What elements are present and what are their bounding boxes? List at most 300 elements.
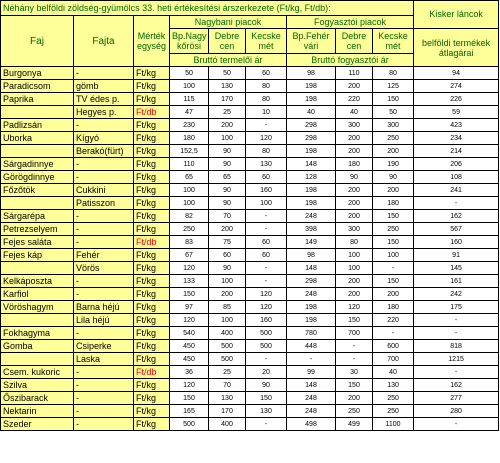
value-cell: 98	[287, 67, 336, 80]
unit-cell: Ft/kg	[134, 379, 170, 392]
fajta-cell: Patisszon	[74, 197, 134, 210]
value-cell: 60	[246, 171, 287, 184]
value-cell: 150	[373, 275, 414, 288]
faj-cell: Főzőtök	[1, 184, 74, 197]
value-cell: 90	[209, 262, 246, 275]
value-cell: 700	[373, 353, 414, 366]
unit-cell: Ft/kg	[134, 197, 170, 210]
value-cell: -	[373, 327, 414, 340]
faj-cell: Padlizsán	[1, 119, 74, 132]
value-cell: 567	[414, 223, 499, 236]
value-cell: 200	[336, 210, 373, 223]
fajta-cell: -	[74, 67, 134, 80]
faj-cell: Nektarin	[1, 405, 74, 418]
value-cell: 206	[414, 158, 499, 171]
value-cell: 40	[373, 366, 414, 379]
unit-cell: Ft/kg	[134, 392, 170, 405]
value-cell: 59	[414, 106, 499, 119]
unit-cell: Ft/db	[134, 236, 170, 249]
value-cell: 600	[373, 340, 414, 353]
value-cell: 40	[336, 106, 373, 119]
value-cell: 499	[336, 418, 373, 431]
value-cell: 70	[209, 210, 246, 223]
value-cell: 200	[336, 132, 373, 145]
value-cell: 277	[414, 392, 499, 405]
value-cell: 110	[170, 158, 209, 171]
value-cell: 200	[336, 197, 373, 210]
value-cell: 160	[246, 314, 287, 327]
value-cell: 175	[414, 301, 499, 314]
value-cell: 97	[170, 301, 209, 314]
table-row	[1, 119, 499, 132]
unit-cell: Ft/kg	[134, 353, 170, 366]
value-cell: 108	[414, 171, 499, 184]
value-cell: 1215	[414, 353, 499, 366]
faj-cell: Burgonya	[1, 67, 74, 80]
value-cell: 36	[170, 366, 209, 379]
faj-cell: Sárgarépa	[1, 210, 74, 223]
value-cell: 818	[414, 340, 499, 353]
fogyasztoi-header: Fogyasztói piacok	[287, 16, 414, 29]
bp-feherv-header: Bp.Fehér vári	[287, 29, 336, 54]
unit-cell: Ft/kg	[134, 418, 170, 431]
brutto-termeloi-header: Bruttó termelői ár	[170, 54, 287, 67]
fajta-cell: Cukkini	[74, 184, 134, 197]
value-cell: 500	[170, 418, 209, 431]
value-cell: 180	[373, 197, 414, 210]
value-cell: 700	[336, 327, 373, 340]
value-cell: 67	[170, 249, 209, 262]
unit-cell: Ft/kg	[134, 93, 170, 106]
value-cell: -	[373, 262, 414, 275]
value-cell: 162	[414, 210, 499, 223]
value-cell: 500	[246, 327, 287, 340]
value-cell: 160	[414, 236, 499, 249]
value-cell: 150	[336, 379, 373, 392]
value-cell: 75	[209, 236, 246, 249]
fajta-cell: -	[74, 275, 134, 288]
value-cell: 198	[287, 314, 336, 327]
table-row	[1, 236, 499, 249]
value-cell: 274	[414, 80, 499, 93]
value-cell: 50	[209, 67, 246, 80]
value-cell: 400	[209, 418, 246, 431]
value-cell: 250	[373, 132, 414, 145]
value-cell: 120	[170, 379, 209, 392]
faj-cell: Fejes saláta	[1, 236, 74, 249]
value-cell: 298	[287, 119, 336, 132]
value-cell: 100	[209, 132, 246, 145]
value-cell: 248	[287, 288, 336, 301]
value-cell: 150	[373, 236, 414, 249]
table-row	[1, 418, 499, 431]
value-cell: 150	[170, 392, 209, 405]
value-cell: 200	[373, 184, 414, 197]
value-cell: 160	[246, 184, 287, 197]
value-cell: 200	[336, 392, 373, 405]
value-cell: 780	[287, 327, 336, 340]
value-cell: 500	[209, 353, 246, 366]
value-cell: 180	[373, 301, 414, 314]
faj-cell: Csem. kukoric	[1, 366, 74, 379]
value-cell: 100	[170, 184, 209, 197]
table-body	[1, 67, 499, 431]
faj-cell: Karfiol	[1, 288, 74, 301]
value-cell: 90	[246, 379, 287, 392]
table-row	[1, 366, 499, 379]
value-cell: 423	[414, 119, 499, 132]
value-cell: 60	[246, 67, 287, 80]
unit-cell: Ft/db	[134, 106, 170, 119]
table-row	[1, 301, 499, 314]
table-row	[1, 353, 499, 366]
value-cell: 60	[246, 236, 287, 249]
faj-cell: Szilva	[1, 379, 74, 392]
fajta-cell: -	[74, 210, 134, 223]
table-row	[1, 392, 499, 405]
faj-cell: Szeder	[1, 418, 74, 431]
value-cell: 198	[287, 301, 336, 314]
value-cell: 250	[373, 405, 414, 418]
value-cell: 60	[209, 249, 246, 262]
value-cell: 65	[170, 171, 209, 184]
value-cell: -	[246, 223, 287, 236]
value-cell: 398	[287, 223, 336, 236]
fajta-cell: Laska	[74, 353, 134, 366]
faj-cell: Fejes káp	[1, 249, 74, 262]
fajta-cell: -	[74, 236, 134, 249]
table-row	[1, 288, 499, 301]
fajta-cell: -	[74, 158, 134, 171]
value-cell: 90	[373, 171, 414, 184]
value-cell: -	[414, 418, 499, 431]
fajta-cell: -	[74, 223, 134, 236]
value-cell: 100	[209, 314, 246, 327]
value-cell: 100	[336, 262, 373, 275]
value-cell: -	[336, 340, 373, 353]
value-cell: -	[246, 210, 287, 223]
unit-cell: Ft/kg	[134, 327, 170, 340]
brutto-fogyasztoi-header: Bruttó fogyasztói ár	[287, 54, 414, 67]
table-row	[1, 145, 499, 158]
unit-cell: Ft/kg	[134, 275, 170, 288]
value-cell: 248	[287, 405, 336, 418]
table-row	[1, 405, 499, 418]
value-cell: 200	[209, 223, 246, 236]
faj-cell: Uborka	[1, 132, 74, 145]
table-row	[1, 340, 499, 353]
table-row	[1, 184, 499, 197]
value-cell: 128	[287, 171, 336, 184]
faj-cell: Paradicsom	[1, 80, 74, 93]
fajta-cell: TV édes p.	[74, 93, 134, 106]
value-cell: 226	[414, 93, 499, 106]
value-cell: 300	[336, 223, 373, 236]
value-cell: 148	[287, 379, 336, 392]
value-cell: 161	[414, 275, 499, 288]
value-cell: 120	[246, 301, 287, 314]
value-cell: 100	[373, 249, 414, 262]
value-cell: 250	[336, 405, 373, 418]
value-cell: 94	[414, 67, 499, 80]
title-row	[1, 1, 499, 16]
unit-cell: Ft/kg	[134, 80, 170, 93]
value-cell: 10	[246, 106, 287, 119]
value-cell: 65	[209, 171, 246, 184]
unit-cell: Ft/kg	[134, 210, 170, 223]
fajta-cell: Hegyes p.	[74, 106, 134, 119]
value-cell: 214	[414, 145, 499, 158]
faj-cell	[1, 262, 74, 275]
value-cell: 148	[287, 262, 336, 275]
fajta-cell: Csiperke	[74, 340, 134, 353]
value-cell: 120	[246, 132, 287, 145]
faj-cell	[1, 106, 74, 119]
value-cell: 150	[373, 93, 414, 106]
value-cell: 70	[209, 379, 246, 392]
value-cell: 100	[209, 275, 246, 288]
kecskemet2-header: Kecske mét	[373, 29, 414, 54]
value-cell: 125	[373, 80, 414, 93]
value-cell: 25	[209, 106, 246, 119]
table-row	[1, 93, 499, 106]
table-row	[1, 197, 499, 210]
value-cell: 130	[246, 405, 287, 418]
value-cell: 80	[373, 67, 414, 80]
faj-cell	[1, 197, 74, 210]
value-cell: 200	[373, 145, 414, 158]
fajta-header: Fajta	[74, 16, 134, 67]
value-cell: 220	[336, 93, 373, 106]
faj-cell: Paprika	[1, 93, 74, 106]
faj-cell	[1, 145, 74, 158]
value-cell: 98	[287, 249, 336, 262]
table-row	[1, 275, 499, 288]
value-cell: 200	[336, 80, 373, 93]
value-cell: -	[287, 353, 336, 366]
value-cell: 47	[170, 106, 209, 119]
value-cell: 248	[287, 210, 336, 223]
unit-cell: Ft/kg	[134, 405, 170, 418]
fajta-cell: -	[74, 171, 134, 184]
faj-cell	[1, 314, 74, 327]
value-cell: 298	[287, 132, 336, 145]
fajta-cell: gömb	[74, 80, 134, 93]
value-cell: 83	[170, 236, 209, 249]
value-cell: 30	[336, 366, 373, 379]
table-row	[1, 132, 499, 145]
value-cell: 91	[414, 249, 499, 262]
value-cell: 180	[336, 158, 373, 171]
faj-cell: Őszibarack	[1, 392, 74, 405]
value-cell: 150	[246, 392, 287, 405]
value-cell: 150	[373, 210, 414, 223]
value-cell: 90	[209, 145, 246, 158]
bp-nagykorosi-header: Bp.Nagy kőrösi	[170, 29, 209, 54]
value-cell: 130	[209, 392, 246, 405]
unit-header: Mérték egység	[134, 16, 170, 67]
value-cell: 80	[336, 236, 373, 249]
table-row	[1, 314, 499, 327]
value-cell: 200	[336, 288, 373, 301]
value-cell: 133	[170, 275, 209, 288]
value-cell: 152,5	[170, 145, 209, 158]
value-cell: 242	[414, 288, 499, 301]
value-cell: 300	[373, 119, 414, 132]
unit-cell: Ft/kg	[134, 171, 170, 184]
value-cell: 130	[209, 80, 246, 93]
table-row	[1, 262, 499, 275]
value-cell: 100	[170, 197, 209, 210]
kisker-sub-header: belföldi termékek átlagárai	[414, 29, 499, 67]
value-cell: 200	[336, 184, 373, 197]
kecskemet-header: Kecske mét	[246, 29, 287, 54]
table-row	[1, 210, 499, 223]
value-cell: 1100	[373, 418, 414, 431]
table-title: Néhány belföldi zöldség-gyümölcs 33. heti értékesítési árszerkezete (Ft/kg, Ft/db):	[1, 1, 414, 16]
value-cell: -	[336, 353, 373, 366]
table-row	[1, 249, 499, 262]
value-cell: 220	[373, 314, 414, 327]
faj-cell: Sárgadinnye	[1, 158, 74, 171]
value-cell: 130	[246, 158, 287, 171]
value-cell: 190	[373, 158, 414, 171]
value-cell: 450	[170, 353, 209, 366]
value-cell: 234	[414, 132, 499, 145]
table-row	[1, 67, 499, 80]
unit-cell: Ft/db	[134, 366, 170, 379]
value-cell: 200	[336, 275, 373, 288]
value-cell: -	[414, 327, 499, 340]
value-cell: 60	[246, 249, 287, 262]
value-cell: 120	[336, 301, 373, 314]
table-row	[1, 106, 499, 119]
value-cell: 90	[209, 197, 246, 210]
value-cell: 50	[170, 67, 209, 80]
faj-cell: Gomba	[1, 340, 74, 353]
value-cell: 500	[246, 340, 287, 353]
fajta-cell: -	[74, 418, 134, 431]
value-cell: 149	[287, 236, 336, 249]
value-cell: 241	[414, 184, 499, 197]
value-cell: 130	[373, 379, 414, 392]
value-cell: 198	[287, 197, 336, 210]
value-cell: -	[414, 314, 499, 327]
faj-cell: Petrezselyem	[1, 223, 74, 236]
kisker-header: Kisker láncok	[414, 1, 499, 29]
value-cell: 99	[287, 366, 336, 379]
value-cell: 230	[170, 119, 209, 132]
value-cell: -	[414, 197, 499, 210]
value-cell: 450	[170, 340, 209, 353]
value-cell: 145	[414, 262, 499, 275]
value-cell: 198	[287, 80, 336, 93]
value-cell: 280	[414, 405, 499, 418]
table-row	[1, 80, 499, 93]
value-cell: 500	[209, 340, 246, 353]
value-cell: -	[246, 275, 287, 288]
unit-cell: Ft/kg	[134, 184, 170, 197]
faj-cell	[1, 353, 74, 366]
value-cell: 80	[246, 93, 287, 106]
fajta-cell: -	[74, 119, 134, 132]
value-cell: 82	[170, 210, 209, 223]
value-cell: 300	[336, 119, 373, 132]
value-cell: 400	[209, 327, 246, 340]
faj-cell: Fokhagyma	[1, 327, 74, 340]
table-row	[1, 158, 499, 171]
unit-cell: Ft/kg	[134, 249, 170, 262]
faj-cell: Vöröshagym	[1, 301, 74, 314]
value-cell: 198	[287, 184, 336, 197]
value-cell: 250	[373, 392, 414, 405]
value-cell: 448	[287, 340, 336, 353]
value-cell: 25	[209, 366, 246, 379]
unit-cell: Ft/kg	[134, 301, 170, 314]
value-cell: 20	[246, 366, 287, 379]
faj-cell: Görögdinnye	[1, 171, 74, 184]
value-cell: 100	[246, 197, 287, 210]
fajta-cell: Lila héjú	[74, 314, 134, 327]
fajta-cell: -	[74, 327, 134, 340]
unit-cell: Ft/kg	[134, 67, 170, 80]
value-cell: 115	[170, 93, 209, 106]
fajta-cell: Kígyó	[74, 132, 134, 145]
value-cell: 198	[287, 145, 336, 158]
value-cell: -	[246, 353, 287, 366]
unit-cell: Ft/kg	[134, 262, 170, 275]
value-cell: 80	[246, 145, 287, 158]
nagybani-header: Nagybani piacok	[170, 16, 287, 29]
unit-cell: Ft/kg	[134, 132, 170, 145]
value-cell: 80	[246, 80, 287, 93]
value-cell: -	[246, 119, 287, 132]
value-cell: -	[414, 366, 499, 379]
value-cell: -	[246, 262, 287, 275]
value-cell: 200	[336, 145, 373, 158]
value-cell: 120	[170, 314, 209, 327]
value-cell: 120	[246, 288, 287, 301]
faj-cell: Kelkáposzta	[1, 275, 74, 288]
value-cell: 110	[336, 67, 373, 80]
value-cell: 100	[170, 80, 209, 93]
fajta-cell: Vörös	[74, 262, 134, 275]
table-row	[1, 223, 499, 236]
value-cell: 540	[170, 327, 209, 340]
fajta-cell: -	[74, 366, 134, 379]
value-cell: 100	[336, 249, 373, 262]
table-row	[1, 171, 499, 184]
fajta-cell: -	[74, 392, 134, 405]
table-row	[1, 327, 499, 340]
value-cell: 198	[287, 93, 336, 106]
value-cell: 200	[373, 288, 414, 301]
fajta-cell: Berakó(fürt)	[74, 145, 134, 158]
value-cell: 90	[209, 158, 246, 171]
unit-cell: Ft/kg	[134, 223, 170, 236]
table-row	[1, 379, 499, 392]
unit-cell: Ft/kg	[134, 340, 170, 353]
value-cell: 148	[287, 158, 336, 171]
value-cell: 90	[336, 171, 373, 184]
value-cell: 498	[287, 418, 336, 431]
value-cell: 150	[170, 288, 209, 301]
fajta-cell: -	[74, 379, 134, 392]
value-cell: 170	[209, 93, 246, 106]
value-cell: 50	[373, 106, 414, 119]
value-cell: 150	[336, 314, 373, 327]
fajta-cell: Fehér	[74, 249, 134, 262]
